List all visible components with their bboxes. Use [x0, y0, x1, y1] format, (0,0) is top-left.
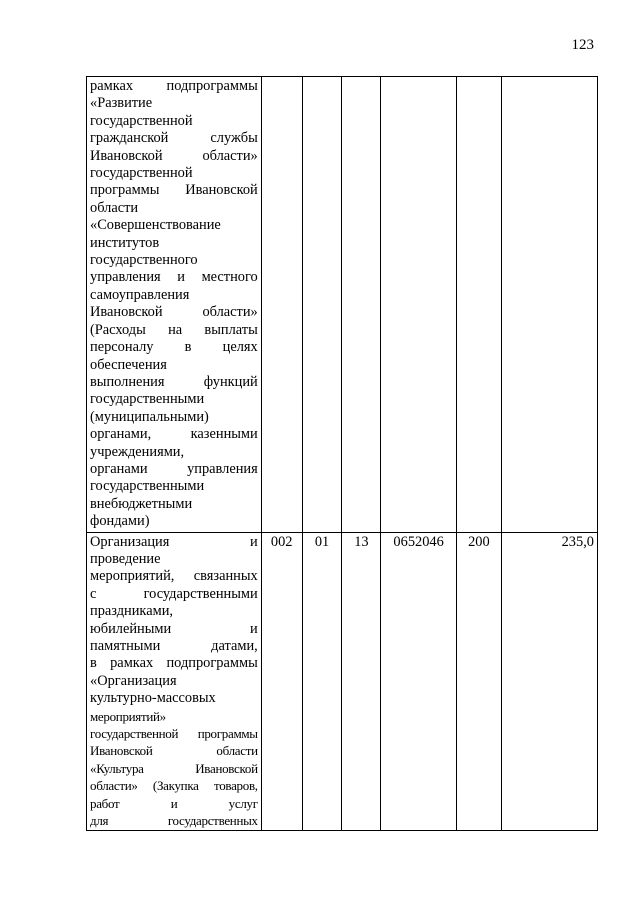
- name-line: учреждениями,: [90, 443, 185, 460]
- name-line: (Расходы на выплаты: [90, 321, 258, 338]
- name-line: мероприятий»: [90, 708, 166, 724]
- row-name-cell: [87, 77, 262, 533]
- code-cell-1: [261, 77, 302, 533]
- amount-cell: [501, 77, 597, 533]
- name-line: обеспечения: [90, 356, 167, 373]
- name-line: с государственными: [90, 585, 258, 602]
- name-line: памятными датами,: [90, 638, 258, 654]
- name-line: государственными: [90, 478, 205, 495]
- name-line: «Культура Ивановской: [90, 760, 258, 776]
- name-line: государственного: [90, 252, 198, 269]
- name-line: гражданской службы: [90, 130, 258, 147]
- name-line: области: [90, 199, 139, 216]
- name-line: самоуправления: [90, 286, 190, 303]
- code-cell-1: 002: [261, 532, 302, 831]
- name-line: внебюджетными: [90, 495, 193, 512]
- code-cell-4: [381, 77, 457, 533]
- name-line: для государственных: [90, 813, 258, 829]
- code-cell-5: [456, 77, 501, 533]
- name-line: праздниками,: [90, 603, 173, 620]
- page-number: 123: [571, 37, 594, 53]
- name-line: рамках подпрограммы: [90, 78, 258, 94]
- name-line: (муниципальными): [90, 408, 209, 425]
- name-line: Организация и: [90, 533, 258, 550]
- name-line: институтов: [90, 234, 160, 251]
- name-line: программы Ивановской: [90, 182, 258, 199]
- name-line: культурно-массовых: [90, 690, 216, 707]
- table-row: [87, 77, 598, 533]
- name-line: мероприятий, связанных: [90, 568, 258, 585]
- name-line: «Совершенствование: [90, 217, 221, 234]
- amount-cell: 235,0: [501, 532, 597, 831]
- name-line: Ивановской области»: [90, 147, 258, 164]
- row-name-cell: [87, 532, 262, 831]
- code-cell-2: [302, 77, 342, 533]
- name-line: выполнения функций: [90, 373, 258, 390]
- name-line: Ивановской области»: [90, 304, 258, 321]
- name-line: работ и услуг: [90, 795, 258, 811]
- name-line: «Организация: [90, 672, 177, 689]
- name-line: персоналу в целях: [90, 339, 258, 356]
- code-cell-3: [342, 77, 381, 533]
- table-row: [87, 532, 598, 831]
- code-cell-2: 01: [302, 532, 342, 831]
- name-line: юбилейными и: [90, 620, 258, 637]
- code-cell-5: 200: [456, 532, 501, 831]
- name-line: государственными: [90, 391, 205, 408]
- name-line: государственной: [90, 112, 193, 129]
- name-line: области» (Закупка товаров,: [90, 778, 258, 794]
- name-line: органами, казенными: [90, 426, 258, 443]
- budget-table: [86, 76, 598, 831]
- name-line: проведение: [90, 550, 161, 567]
- name-line: фондами): [90, 513, 150, 530]
- name-line: «Развитие: [90, 95, 153, 112]
- code-cell-3: 13: [342, 532, 381, 831]
- name-line: в рамках подпрограммы: [90, 655, 258, 672]
- name-line: государственной: [90, 165, 193, 182]
- code-cell-4: 0652046: [381, 532, 457, 831]
- name-line: государственной программы: [90, 726, 258, 742]
- name-line: органами управления: [90, 460, 258, 477]
- name-line: Ивановской области: [90, 743, 258, 759]
- name-line: управления и местного: [90, 269, 258, 286]
